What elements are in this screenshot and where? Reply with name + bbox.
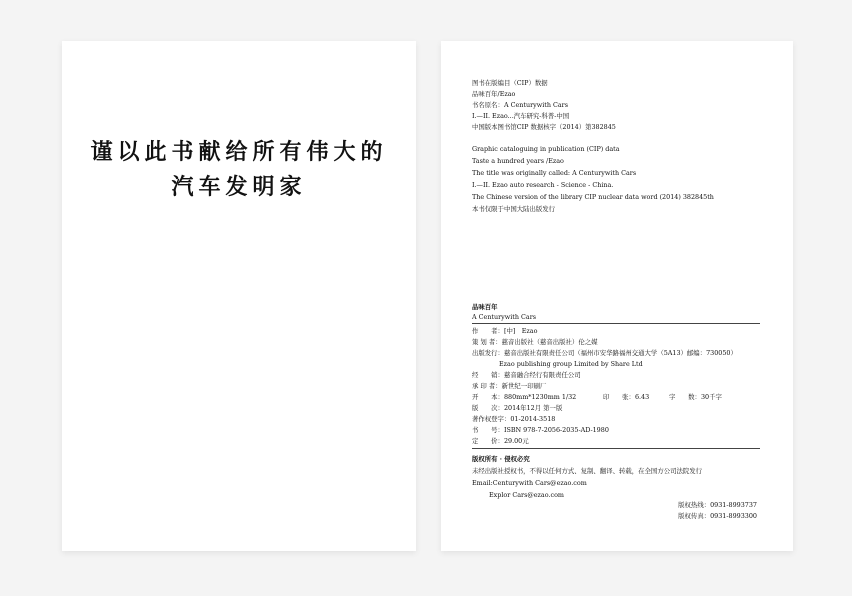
english-cip-line: I.—II. Ezao auto research - Science - China. — [472, 181, 614, 189]
rights-email: Email:Centurywith Cars@ezao.com — [472, 479, 587, 487]
imprint-row: 著作权登字：01-2014-3518 — [472, 415, 556, 423]
divider — [472, 323, 760, 324]
format-value: 880mm*1230mm 1/32 — [503, 393, 577, 401]
rights-web: Explor Cars@ezao.com — [489, 491, 564, 499]
english-cip-line: The title was originally called: A Centurywith Cars — [472, 169, 637, 177]
dedication-line-1: 谨以此书献给所有伟大的 — [90, 140, 388, 165]
imprint-row: 经 销：慈音融合经行有限责任公司 — [472, 371, 581, 379]
imprint-row: 作 者：[中] Ezao — [472, 327, 538, 335]
imprint-title-cn: 品味百年 — [472, 303, 498, 311]
words-spec: 字 数：30千字 — [669, 393, 722, 401]
english-cip-line: Taste a hundred years /Ezao — [472, 157, 564, 165]
dedication-line-2: 汽车发明家 — [171, 175, 307, 200]
cip-line: 品味百年/Ezao — [472, 90, 516, 98]
imprint-row: 承 印 者：新世纪一印刷厂 — [472, 382, 547, 390]
divider — [472, 448, 760, 449]
rights-heading: 版权所有 · 侵权必究 — [472, 455, 530, 463]
imprint-title-en: A Centurywith Cars — [472, 313, 537, 321]
imprint-row: Ezao publishing group Limited by Share Ltd — [499, 360, 643, 368]
rights-fax: 版权传真：0931-8993300 — [678, 512, 757, 520]
imprint-row: 出版发行：慈音出版社有限责任公司（福州市安华路福州交通大学（5A13）邮编：730050） — [472, 349, 737, 357]
imprint-row: 书 号：ISBN 978-7-2056-2035-AD-1980 — [472, 426, 609, 434]
sheets-spec: 印 张：6.43 — [603, 393, 650, 401]
imprint-row: 定 价：29.00元 — [472, 437, 529, 445]
english-cip-line: The Chinese version of the library CIP nuclear data word (2014) 382845th — [472, 193, 714, 201]
dedication-page — [62, 41, 416, 551]
english-cip-line: Graphic cataloguing in publication (CIP) data — [472, 145, 620, 153]
imprint-row: 策 划 者：慈音出版社（慈音出版社）伦之媒 — [472, 338, 598, 346]
rights-hotline: 版权热线：0931-8993737 — [678, 501, 757, 509]
copyright-page — [441, 41, 793, 551]
cip-line: 中国版本图书馆CIP 数据核字（2014）第382845 — [472, 123, 616, 131]
imprint-specs-row: 开 本：880mm*1230mm 1/32 — [472, 393, 577, 401]
cip-line: I.—II. Ezao...汽车研究-科普-中国 — [472, 112, 570, 120]
cip-line: 图书在版编目（CIP）数据 — [472, 79, 548, 87]
cip-line: 书名原名：A Centurywith Cars — [472, 101, 568, 109]
imprint-row: 版 次：2014年12月 第一版 — [472, 404, 563, 412]
english-cip-line: 本书仅限于中国大陆出版发行 — [472, 205, 556, 213]
rights-notice: 未经出版社授权书，不得以任何方式、复制、翻译、转载，在全国方公司法院发行 — [472, 467, 703, 475]
